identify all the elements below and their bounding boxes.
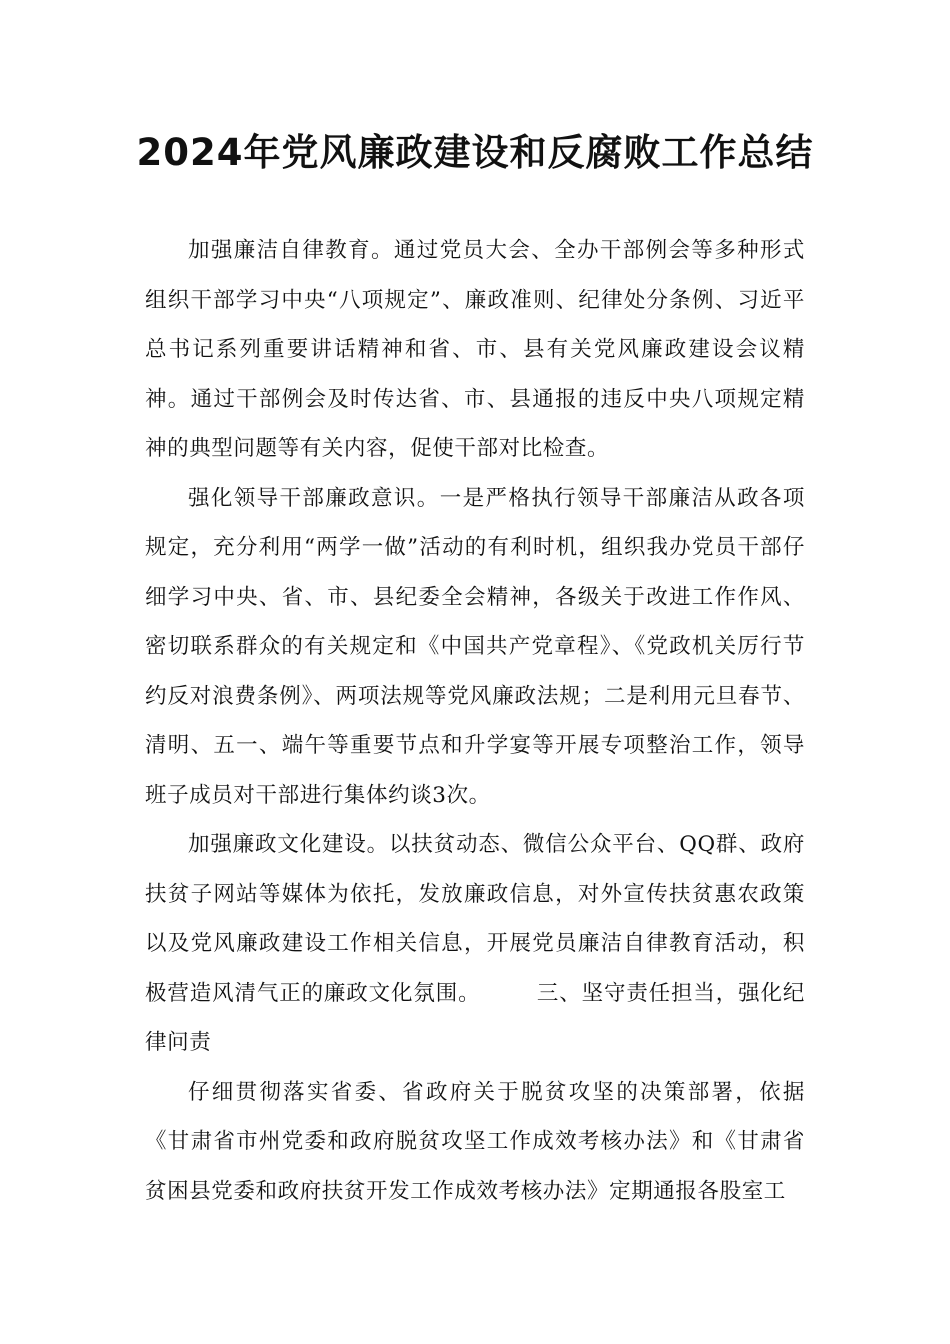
paragraph-implementation: 仔细贯彻落实省委、省政府关于脱贫攻坚的决策部署，依据《甘肃省市州党委和政府脱贫攻坚工作成效考核办法》和《甘肃省贫困县党委和政府扶贫开发工作成效考核办法》定期通报各股室工 <box>145 1079 805 1204</box>
document-body <box>145 226 805 1216</box>
page-title: 2024年党风廉政建设和反腐败工作总结 <box>136 131 814 174</box>
paragraph-culture-building: 加强廉政文化建设。以扶贫动态、微信公众平台、QQ群、政府扶贫子网站等媒体为依托，发放廉政信息，对外宣传扶贫惠农政策以及党风廉政建设工作相关信息，开展党员廉洁自律教育活动，积极营造风清气正的廉政文化氛围。 三、坚守责任担当，强化纪律问责 <box>145 832 805 1055</box>
paragraph-leadership-awareness: 强化领导干部廉政意识。一是严格执行领导干部廉洁从政各项规定，充分利用“两学一做”活动的有利时机，组织我办党员干部仔细学习中央、省、市、县纪委全会精神，各级关于改进工作作风、密切联系群众的有关规定和《中国共产党章程》、《党政机关厉行节约反对浪费条例》、两项法规等党风廉政法规；二是利用元旦春节、清明、五一、端午等重要节点和升学宴等开展专项整治工作，领导班子成员对干部进行集体约谈3次。 <box>145 485 805 808</box>
paragraph-integrity-education: 加强廉洁自律教育。通过党员大会、全办干部例会等多种形式组织干部学习中央“八项规定”、廉政准则、纪律处分条例、习近平总书记系列重要讲话精神和省、市、县有关党风廉政建设会议精神。通过干部例会及时传达省、市、县通报的违反中央八项规定精神的典型问题等有关内容，促使干部对比检查。 <box>145 238 805 461</box>
